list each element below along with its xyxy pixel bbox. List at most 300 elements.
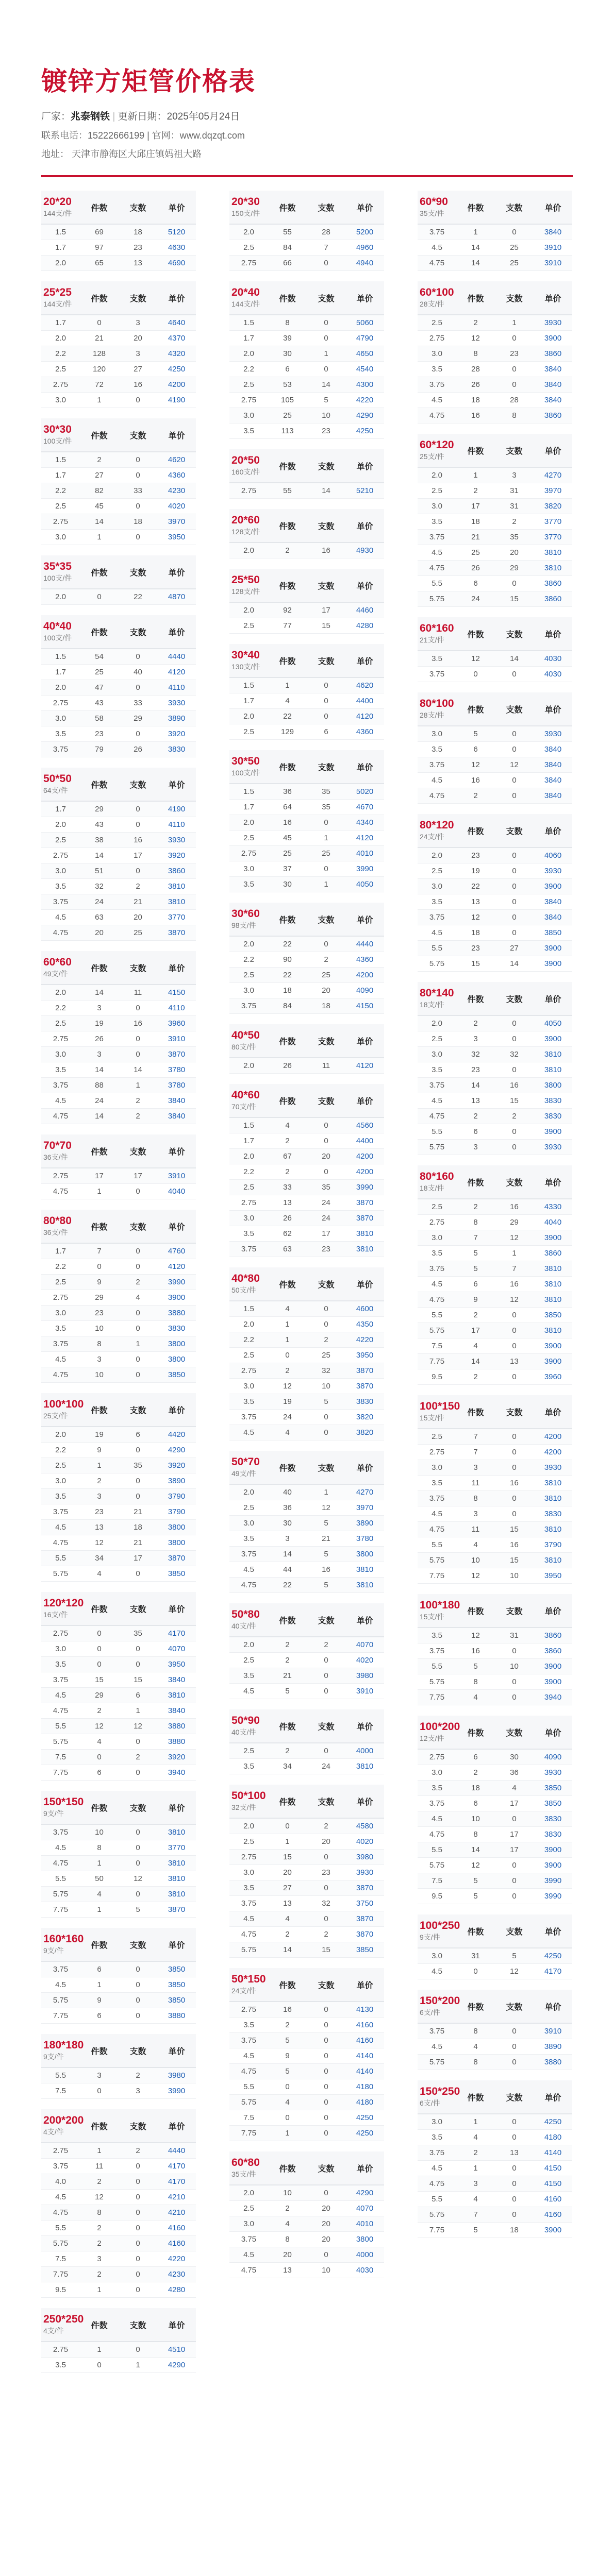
pieces-cell: 8	[473, 2027, 478, 2036]
spec-pack-unit: 24支/件	[420, 833, 444, 841]
thickness-cell: 1.5	[243, 681, 254, 690]
spec-table	[229, 644, 384, 740]
count-cell: 0	[136, 1980, 140, 1989]
pieces-cell: 5	[285, 1687, 290, 1696]
spec-table-header	[418, 434, 572, 468]
thickness-cell: 4.5	[55, 1691, 66, 1700]
pieces-cell: 64	[283, 803, 292, 811]
table-row	[418, 1827, 572, 1842]
count-cell: 0	[512, 1892, 517, 1901]
pieces-cell: 23	[471, 851, 480, 860]
price-header: 单价	[544, 2003, 561, 2012]
thickness-cell: 4.5	[432, 548, 442, 557]
pieces-cell: 32	[95, 882, 104, 891]
price-cell: 4360	[356, 727, 374, 736]
pieces-cell: 10	[95, 1828, 104, 1837]
price-header: 单价	[356, 2164, 373, 2174]
spec-size: 20*20	[43, 196, 72, 208]
thickness-cell: 3.0	[432, 882, 442, 891]
pieces-cell: 4	[285, 1121, 290, 1130]
price-cell: 3880	[168, 1737, 186, 1746]
price-cell: 4180	[356, 2098, 374, 2107]
pieces-cell: 12	[471, 654, 480, 663]
pieces-cell: 0	[285, 1822, 290, 1831]
spec-cell	[41, 191, 80, 224]
spec-table	[229, 750, 384, 892]
table-row	[41, 1504, 196, 1520]
price-cell: 3840	[544, 913, 562, 922]
table-row	[418, 1308, 572, 1323]
table-row	[41, 1688, 196, 1703]
spec-table-header	[229, 903, 384, 937]
price-cell: 3840	[544, 760, 562, 769]
count-cell: 5	[324, 1397, 328, 1406]
pieces-cell: 8	[97, 1340, 102, 1348]
count-cell: 27	[134, 365, 142, 374]
price-cell: 3930	[544, 1143, 562, 1151]
thickness-cell: 4.75	[241, 1930, 257, 1939]
table-row	[418, 651, 572, 667]
thickness-cell: 2.75	[53, 380, 69, 389]
pieces-cell: 3	[97, 1004, 102, 1012]
price-cell: 4690	[168, 259, 186, 267]
price-cell: 3810	[356, 1565, 374, 1574]
price-cell: 3980	[168, 2071, 186, 2080]
price-cell: 3810	[544, 1556, 562, 1565]
thickness-cell: 2.5	[243, 1183, 254, 1192]
price-cell: 3810	[544, 1479, 562, 1487]
price-cell: 3900	[168, 1293, 186, 1302]
spec-cell	[41, 2308, 84, 2341]
count-header: 支数	[318, 462, 335, 471]
pieces-cell: 2	[97, 2239, 102, 2248]
count-header: 支数	[506, 827, 523, 836]
price-header: 单价	[168, 431, 185, 440]
pieces-cell: 55	[283, 228, 292, 236]
price-cell: 3980	[356, 1671, 374, 1680]
count-cell: 0	[512, 867, 517, 875]
pieces-header: 件数	[91, 1941, 108, 1950]
thickness-cell: 3.5	[432, 1631, 442, 1640]
price-cell: 3800	[168, 1538, 186, 1547]
price-cell: 4010	[356, 2219, 374, 2228]
price-header: 单价	[544, 705, 561, 715]
price-cell: 3850	[544, 928, 562, 937]
thickness-cell: 3.5	[55, 1660, 66, 1669]
count-header: 支数	[318, 657, 335, 666]
price-cell: 3810	[168, 1691, 186, 1700]
table-row	[41, 1168, 196, 1184]
spec-pack-unit: 98支/件	[231, 921, 256, 929]
table-row	[229, 1562, 384, 1578]
thickness-cell: 4.5	[55, 2193, 66, 2201]
pieces-cell: 23	[95, 1507, 104, 1516]
pieces-header: 件数	[467, 630, 484, 639]
pieces-cell: 2	[97, 2224, 102, 2232]
thickness-cell: 3.0	[243, 411, 254, 420]
price-cell: 3900	[544, 1035, 562, 1043]
count-header: 支数	[129, 1804, 146, 1813]
price-header: 单价	[356, 1798, 373, 1807]
count-cell: 0	[512, 1677, 517, 1686]
count-cell: 28	[510, 396, 519, 404]
pieces-header: 件数	[279, 1280, 296, 1290]
price-cell: 3900	[544, 1662, 562, 1671]
thickness-cell: 5.75	[429, 595, 445, 603]
spec-size: 20*30	[231, 196, 260, 208]
pieces-cell: 1	[285, 2129, 290, 2138]
pieces-cell: 0	[97, 2361, 102, 2369]
pieces-cell: 6	[97, 1768, 102, 1777]
thickness-cell: 9.5	[55, 2285, 66, 2294]
pieces-cell: 2	[285, 1930, 290, 1939]
count-cell: 20	[322, 1152, 330, 1161]
pieces-cell: 21	[95, 334, 104, 343]
table-row	[229, 952, 384, 968]
spec-size: 40*80	[231, 1273, 260, 1284]
thickness-cell: 5.75	[429, 1677, 445, 1686]
count-cell: 0	[324, 2250, 328, 2259]
thickness-cell: 4.5	[432, 1510, 442, 1518]
table-row	[41, 589, 196, 605]
count-cell: 23	[322, 1245, 330, 1253]
pieces-cell: 0	[285, 1351, 290, 1360]
pieces-cell: 5	[285, 2067, 290, 2076]
count-cell: 0	[512, 670, 517, 679]
table-row	[418, 561, 572, 576]
count-cell: 16	[134, 380, 142, 389]
count-cell: 0	[512, 1861, 517, 1870]
pieces-cell: 12	[95, 1722, 104, 1731]
pieces-cell: 30	[283, 349, 292, 358]
thickness-cell: 5.75	[429, 2210, 445, 2219]
thickness-cell: 2.5	[55, 1461, 66, 1470]
spec-pack-unit: 9支/件	[420, 1933, 440, 1941]
table-row	[41, 240, 196, 256]
count-cell: 20	[134, 913, 142, 922]
pieces-cell: 22	[283, 971, 292, 979]
table-row	[229, 2095, 384, 2110]
spec-table-header	[41, 2308, 196, 2342]
count-cell: 0	[512, 745, 517, 754]
spec-cell	[229, 1084, 268, 1117]
thickness-cell: 2.2	[55, 1262, 66, 1271]
spec-table-header	[418, 692, 572, 726]
table-row	[418, 483, 572, 499]
price-cell: 4160	[168, 2224, 186, 2232]
table-row	[418, 591, 572, 607]
thickness-cell: 4.75	[53, 1370, 69, 1379]
count-cell: 25	[322, 971, 330, 979]
thickness-cell: 3.5	[243, 1534, 254, 1543]
price-cell: 3930	[544, 1463, 562, 1472]
thickness-cell: 3.5	[55, 2361, 66, 2369]
count-cell: 0	[512, 1311, 517, 1319]
thickness-cell: 2.2	[243, 955, 254, 964]
count-cell: 18	[134, 1523, 142, 1532]
thickness-cell: 2.0	[243, 818, 254, 827]
table-row	[418, 240, 572, 256]
pieces-cell: 0	[97, 1660, 102, 1669]
table-row	[418, 1568, 572, 1584]
spec-pack-unit: 144支/件	[43, 209, 72, 217]
spec-pack-unit: 50支/件	[231, 1286, 256, 1294]
spec-cell	[41, 1791, 84, 1824]
count-cell: 15	[134, 1675, 142, 1684]
spec-size: 60*120	[420, 439, 454, 451]
pieces-cell: 84	[283, 243, 292, 252]
price-cell: 4220	[168, 2255, 186, 2263]
pieces-cell: 18	[283, 986, 292, 995]
price-cell: 3830	[544, 1112, 562, 1121]
thickness-cell: 5.5	[55, 2224, 66, 2232]
table-row	[41, 1840, 196, 1856]
pieces-cell: 9	[285, 2052, 290, 2060]
count-cell: 0	[136, 1324, 140, 1333]
price-cell: 4000	[356, 1747, 374, 1755]
spec-table-header	[41, 281, 196, 315]
table-row	[41, 1443, 196, 1458]
price-cell: 3910	[356, 1687, 374, 1696]
spec-size: 25*25	[43, 286, 72, 298]
pieces-cell: 3	[97, 2255, 102, 2263]
thickness-cell: 2.75	[53, 517, 69, 526]
count-cell: 4	[136, 1293, 140, 1302]
table-row	[41, 833, 196, 848]
count-cell: 23	[510, 349, 519, 358]
price-cell: 4170	[168, 2177, 186, 2186]
price-cell: 3870	[356, 1884, 374, 1892]
spec-table	[418, 2080, 572, 2238]
table-row	[229, 861, 384, 877]
table-row	[41, 2236, 196, 2251]
price-cell: 4350	[356, 1320, 374, 1329]
price-header: 单价	[356, 1464, 373, 1473]
spec-size: 60*100	[420, 286, 454, 298]
spec-cell	[229, 1603, 268, 1636]
thickness-cell: 5.75	[241, 2098, 257, 2107]
pieces-cell: 6	[473, 1799, 478, 1808]
price-header: 单价	[544, 1927, 561, 1937]
thickness-cell: 7.75	[429, 1357, 445, 1366]
price-cell: 3810	[544, 1050, 562, 1059]
pieces-header: 件数	[467, 995, 484, 1004]
thickness-cell: 4.75	[53, 2208, 69, 2217]
price-cell: 3990	[356, 865, 374, 873]
price-cell: 4160	[356, 2021, 374, 2029]
spec-size: 30*50	[231, 755, 260, 767]
price-cell: 4440	[168, 652, 186, 661]
count-cell: 1	[136, 1081, 140, 1090]
count-cell: 2	[324, 955, 328, 964]
table-row	[418, 1093, 572, 1109]
pieces-cell: 13	[283, 1899, 292, 1908]
count-cell: 0	[512, 1647, 517, 1655]
pieces-cell: 2	[473, 2148, 478, 2157]
pieces-cell: 2	[473, 486, 478, 495]
spec-size: 50*150	[231, 1973, 266, 1985]
pieces-cell: 25	[471, 548, 480, 557]
address-info: 地址： 天津市静海区大邱庄镇妈祖大路	[41, 149, 202, 159]
spec-size: 80*120	[420, 819, 454, 831]
thickness-cell: 1.7	[55, 1247, 66, 1256]
table-row	[41, 2083, 196, 2099]
price-cell: 4020	[356, 1656, 374, 1665]
count-cell: 17	[322, 606, 330, 615]
table-row	[41, 1001, 196, 1016]
thickness-cell: 2.0	[432, 1019, 442, 1028]
pieces-cell: 1	[97, 1905, 102, 1914]
pieces-cell: 31	[471, 1952, 480, 1960]
table-row	[418, 925, 572, 941]
table-row	[41, 696, 196, 711]
thickness-cell: 2.0	[432, 471, 442, 480]
thickness-cell: 3.5	[243, 880, 254, 889]
table-row	[418, 1811, 572, 1827]
count-cell: 21	[322, 1534, 330, 1543]
spec-table-header	[41, 418, 196, 452]
spec-table	[418, 982, 572, 1155]
count-cell: 32	[510, 1050, 519, 1059]
count-cell: 2	[136, 1753, 140, 1761]
thickness-cell: 1.5	[55, 455, 66, 464]
pieces-cell: 29	[95, 805, 104, 814]
thickness-cell: 1.7	[55, 805, 66, 814]
price-cell: 3880	[168, 1722, 186, 1731]
count-cell: 28	[322, 228, 330, 236]
spec-table-header	[229, 449, 384, 483]
pieces-cell: 4	[285, 2098, 290, 2107]
spec-pack-unit: 64支/件	[43, 786, 68, 794]
pieces-cell: 0	[97, 2087, 102, 2095]
spec-cell	[41, 2034, 84, 2067]
thickness-cell: 2.0	[55, 1430, 66, 1439]
table-row	[418, 910, 572, 925]
table-row	[41, 742, 196, 757]
count-cell: 1	[512, 318, 517, 327]
thickness-cell: 4.5	[432, 776, 442, 785]
count-header: 支数	[318, 1280, 335, 1290]
table-row	[229, 1865, 384, 1880]
count-cell: 0	[324, 2005, 328, 2014]
count-cell: 2	[324, 1930, 328, 1939]
table-row	[229, 346, 384, 362]
count-cell: 36	[510, 1768, 519, 1777]
table-row	[229, 1637, 384, 1653]
pieces-cell: 13	[95, 1523, 104, 1532]
thickness-cell: 2.5	[432, 867, 442, 875]
pieces-cell: 4	[97, 1569, 102, 1578]
pieces-cell: 8	[97, 2208, 102, 2217]
price-header: 单价	[168, 2047, 185, 2056]
spec-cell	[418, 1716, 460, 1749]
table-row	[41, 925, 196, 941]
table-row	[229, 1759, 384, 1774]
spec-table	[418, 692, 572, 804]
price-header: 单价	[168, 628, 185, 637]
price-cell: 3960	[168, 1019, 186, 1028]
price-cell: 3860	[544, 1249, 562, 1258]
price-cell: 4110	[168, 820, 185, 829]
count-cell: 15	[510, 595, 519, 603]
count-cell: 20	[322, 1837, 330, 1846]
thickness-cell: 3.0	[55, 533, 66, 541]
price-header: 单价	[356, 1097, 373, 1106]
pieces-cell: 51	[95, 867, 104, 875]
price-cell: 3830	[356, 1397, 374, 1406]
price-cell: 3900	[544, 334, 562, 343]
thickness-cell: 4.0	[55, 2177, 66, 2186]
price-cell: 5020	[356, 787, 374, 796]
pieces-header: 件数	[467, 204, 484, 213]
pieces-cell: 4	[473, 1540, 478, 1549]
thickness-cell: 3.75	[53, 1507, 69, 1516]
thickness-cell: 3.0	[243, 986, 254, 995]
count-cell: 16	[510, 1540, 519, 1549]
thickness-cell: 3.75	[53, 1340, 69, 1348]
count-cell: 12	[510, 760, 519, 769]
table-row	[41, 1856, 196, 1871]
spec-table-header	[229, 750, 384, 784]
pieces-cell: 43	[95, 699, 104, 707]
thickness-cell: 2.5	[243, 2204, 254, 2213]
pieces-cell: 2	[473, 318, 478, 327]
table-row	[418, 1078, 572, 1093]
price-cell: 3860	[544, 1647, 562, 1655]
thickness-cell: 5.5	[55, 1874, 66, 1883]
price-header: 单价	[544, 995, 561, 1004]
count-cell: 0	[324, 1884, 328, 1892]
table-row	[418, 1796, 572, 1811]
price-cell: 3900	[544, 1127, 562, 1136]
pieces-cell: 0	[97, 1753, 102, 1761]
pieces-cell: 8	[285, 2235, 290, 2244]
count-header: 支数	[506, 1728, 523, 1738]
pieces-cell: 28	[471, 365, 480, 374]
thickness-cell: 7.75	[53, 1905, 69, 1914]
table-row	[41, 848, 196, 863]
price-cell: 3890	[168, 714, 186, 723]
thickness-cell: 3.0	[432, 502, 442, 511]
spec-table	[418, 434, 572, 607]
thickness-cell: 3.75	[53, 1081, 69, 1090]
pieces-header: 件数	[91, 568, 108, 578]
price-header: 单价	[544, 447, 561, 456]
thickness-cell: 4.5	[243, 1687, 254, 1696]
pieces-cell: 13	[283, 2266, 292, 2275]
thickness-cell: 2.5	[55, 365, 66, 374]
price-header: 单价	[544, 1178, 561, 1188]
count-cell: 0	[324, 259, 328, 267]
count-cell: 17	[510, 1845, 519, 1854]
thickness-cell: 5.5	[55, 1554, 66, 1563]
table-row	[229, 2247, 384, 2263]
spec-table	[41, 555, 196, 605]
price-cell: 3940	[544, 1693, 562, 1702]
count-cell: 0	[512, 1127, 517, 1136]
thickness-cell: 4.75	[53, 1538, 69, 1547]
pieces-cell: 5	[473, 1249, 478, 1258]
price-header: 单价	[356, 916, 373, 925]
price-cell: 4120	[168, 668, 186, 676]
thickness-cell: 4.75	[53, 1112, 69, 1121]
thickness-cell: 4.5	[55, 1355, 66, 1364]
thickness-cell: 3.75	[429, 2148, 445, 2157]
price-cell: 4070	[356, 1640, 374, 1649]
price-cell: 3910	[544, 259, 562, 267]
thickness-cell: 2.0	[243, 2189, 254, 2197]
table-row	[41, 2342, 196, 2358]
